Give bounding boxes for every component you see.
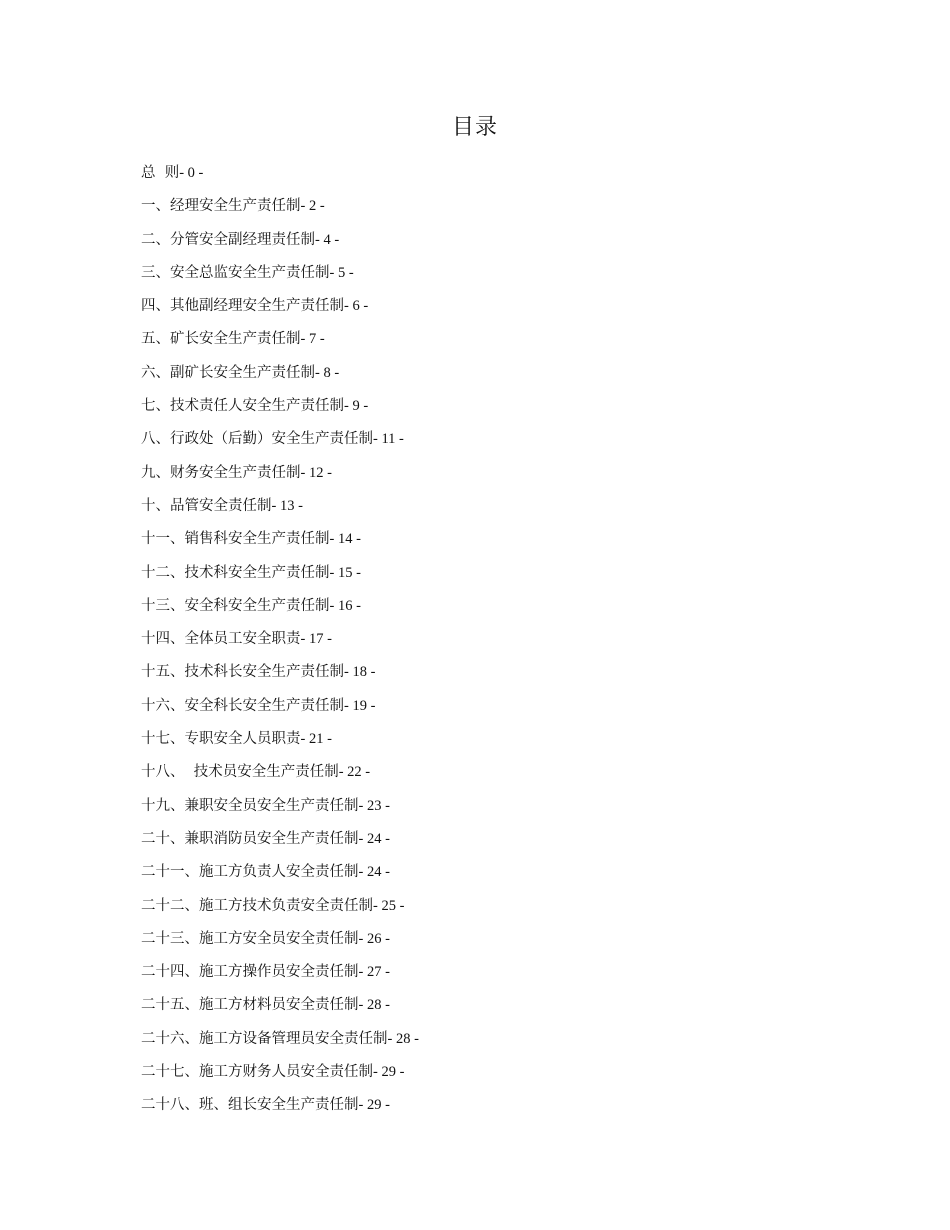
toc-entry-page-number: - 13 -	[271, 497, 303, 514]
toc-entry-page-number: - 24 -	[358, 830, 390, 847]
toc-entry-page-number: - 29 -	[373, 1064, 405, 1081]
toc-entry-page-number: - 19 -	[344, 697, 376, 714]
toc-entry-label: 一、经理安全生产责任制	[141, 198, 301, 215]
toc-entry-label: 十六、安全科长安全生产责任制	[141, 697, 344, 714]
toc-entry[interactable]	[141, 160, 419, 193]
toc-entry-page-number: - 22 -	[338, 764, 371, 781]
toc-entry-label: 二十七、施工方财务人员安全责任制	[141, 1064, 373, 1081]
toc-entry[interactable]	[141, 726, 419, 759]
toc-title: 目录	[451, 115, 498, 140]
toc-entry[interactable]	[141, 893, 419, 926]
toc-list	[141, 160, 419, 1126]
toc-entry[interactable]	[141, 793, 419, 826]
toc-entry[interactable]	[141, 659, 419, 692]
toc-entry-label: 二十八、班、组长安全生产责任制	[141, 1097, 359, 1114]
toc-entry-page-number: - 29 -	[358, 1097, 390, 1114]
toc-entry[interactable]	[141, 560, 419, 593]
toc-entry-label: 十七、专职安全人员职责	[141, 731, 301, 748]
toc-entry[interactable]	[141, 826, 419, 859]
toc-entry-label: 二十、兼职消防员安全生产责任制	[141, 830, 359, 847]
toc-entry-page-number: - 15 -	[329, 564, 361, 581]
toc-entry[interactable]	[141, 526, 419, 559]
toc-entry[interactable]	[141, 293, 419, 326]
toc-entry[interactable]	[141, 260, 419, 293]
toc-entry[interactable]	[141, 326, 419, 359]
toc-entry[interactable]	[141, 593, 419, 626]
toc-entry-page-number: - 7 -	[300, 331, 325, 348]
toc-entry-page-number: - 17 -	[300, 631, 332, 648]
toc-entry-label: 五、矿长安全生产责任制	[141, 331, 301, 348]
toc-entry[interactable]	[141, 926, 419, 959]
toc-entry-page-number: - 8 -	[315, 364, 340, 381]
toc-entry[interactable]	[141, 759, 419, 792]
toc-entry-label: 十二、技术科安全生产责任制	[141, 564, 330, 581]
toc-entry-label: 十八、 技术员安全生产责任制	[141, 764, 339, 781]
toc-entry[interactable]	[141, 992, 419, 1025]
toc-entry-label: 十三、安全科安全生产责任制	[141, 597, 330, 614]
toc-entry-label: 二、分管安全副经理责任制	[141, 231, 315, 248]
toc-entry-label: 二十一、施工方负责人安全责任制	[141, 864, 359, 881]
toc-entry[interactable]	[141, 227, 419, 260]
toc-entry-label: 总 则	[141, 165, 180, 181]
toc-entry[interactable]	[141, 360, 419, 393]
toc-entry-page-number: - 0 -	[179, 165, 204, 181]
toc-entry[interactable]	[141, 193, 419, 226]
toc-entry-label: 八、行政处（后勤）安全生产责任制	[141, 431, 373, 448]
toc-entry-label: 十九、兼职安全员安全生产责任制	[141, 797, 359, 814]
toc-entry-label: 二十二、施工方技术负责安全责任制	[141, 897, 373, 914]
toc-entry-page-number: - 12 -	[300, 464, 332, 481]
toc-entry-page-number: - 28 -	[387, 1030, 419, 1047]
toc-entry[interactable]	[141, 1059, 419, 1092]
toc-entry-label: 七、技术责任人安全生产责任制	[141, 398, 344, 415]
toc-entry[interactable]	[141, 460, 419, 493]
toc-entry-label: 六、副矿长安全生产责任制	[141, 364, 315, 381]
toc-entry-page-number: - 18 -	[344, 664, 376, 681]
toc-entry[interactable]	[141, 693, 419, 726]
toc-entry-label: 二十六、施工方设备管理员安全责任制	[141, 1030, 388, 1047]
toc-entry[interactable]	[141, 426, 419, 459]
toc-entry-label: 四、其他副经理安全生产责任制	[141, 298, 344, 315]
toc-entry-page-number: - 4 -	[315, 231, 340, 248]
toc-entry-page-number: - 6 -	[344, 298, 369, 315]
toc-entry-page-number: - 25 -	[373, 897, 405, 914]
toc-entry-page-number: - 5 -	[329, 264, 354, 281]
toc-entry-page-number: - 14 -	[329, 531, 361, 548]
toc-entry-label: 二十四、施工方操作员安全责任制	[141, 964, 359, 981]
toc-entry[interactable]	[141, 393, 419, 426]
toc-entry-page-number: - 9 -	[344, 398, 369, 415]
toc-entry-page-number: - 28 -	[358, 997, 390, 1014]
toc-entry-label: 十四、全体员工安全职责	[141, 631, 301, 648]
toc-entry-page-number: - 23 -	[358, 797, 390, 814]
toc-entry[interactable]	[141, 959, 419, 992]
toc-entry[interactable]	[141, 1026, 419, 1059]
toc-entry-label: 十五、技术科长安全生产责任制	[141, 664, 344, 681]
toc-entry-label: 十、品管安全责任制	[141, 497, 272, 514]
toc-entry-page-number: - 21 -	[300, 731, 332, 748]
toc-entry-page-number: - 2 -	[300, 198, 325, 215]
toc-entry[interactable]	[141, 859, 419, 892]
toc-entry-label: 九、财务安全生产责任制	[141, 464, 301, 481]
toc-entry-label: 二十五、施工方材料员安全责任制	[141, 997, 359, 1014]
toc-entry[interactable]	[141, 626, 419, 659]
toc-entry-label: 二十三、施工方安全员安全责任制	[141, 930, 359, 947]
toc-entry[interactable]	[141, 493, 419, 526]
toc-entry-page-number: - 16 -	[329, 597, 361, 614]
toc-entry-label: 十一、销售科安全生产责任制	[141, 531, 330, 548]
toc-entry-page-number: - 24 -	[358, 864, 390, 881]
toc-entry-page-number: - 26 -	[358, 930, 390, 947]
toc-entry-page-number: - 27 -	[358, 964, 390, 981]
toc-entry-page-number: - 11 -	[373, 431, 404, 448]
toc-entry[interactable]	[141, 1092, 419, 1125]
toc-entry-label: 三、安全总监安全生产责任制	[141, 264, 330, 281]
